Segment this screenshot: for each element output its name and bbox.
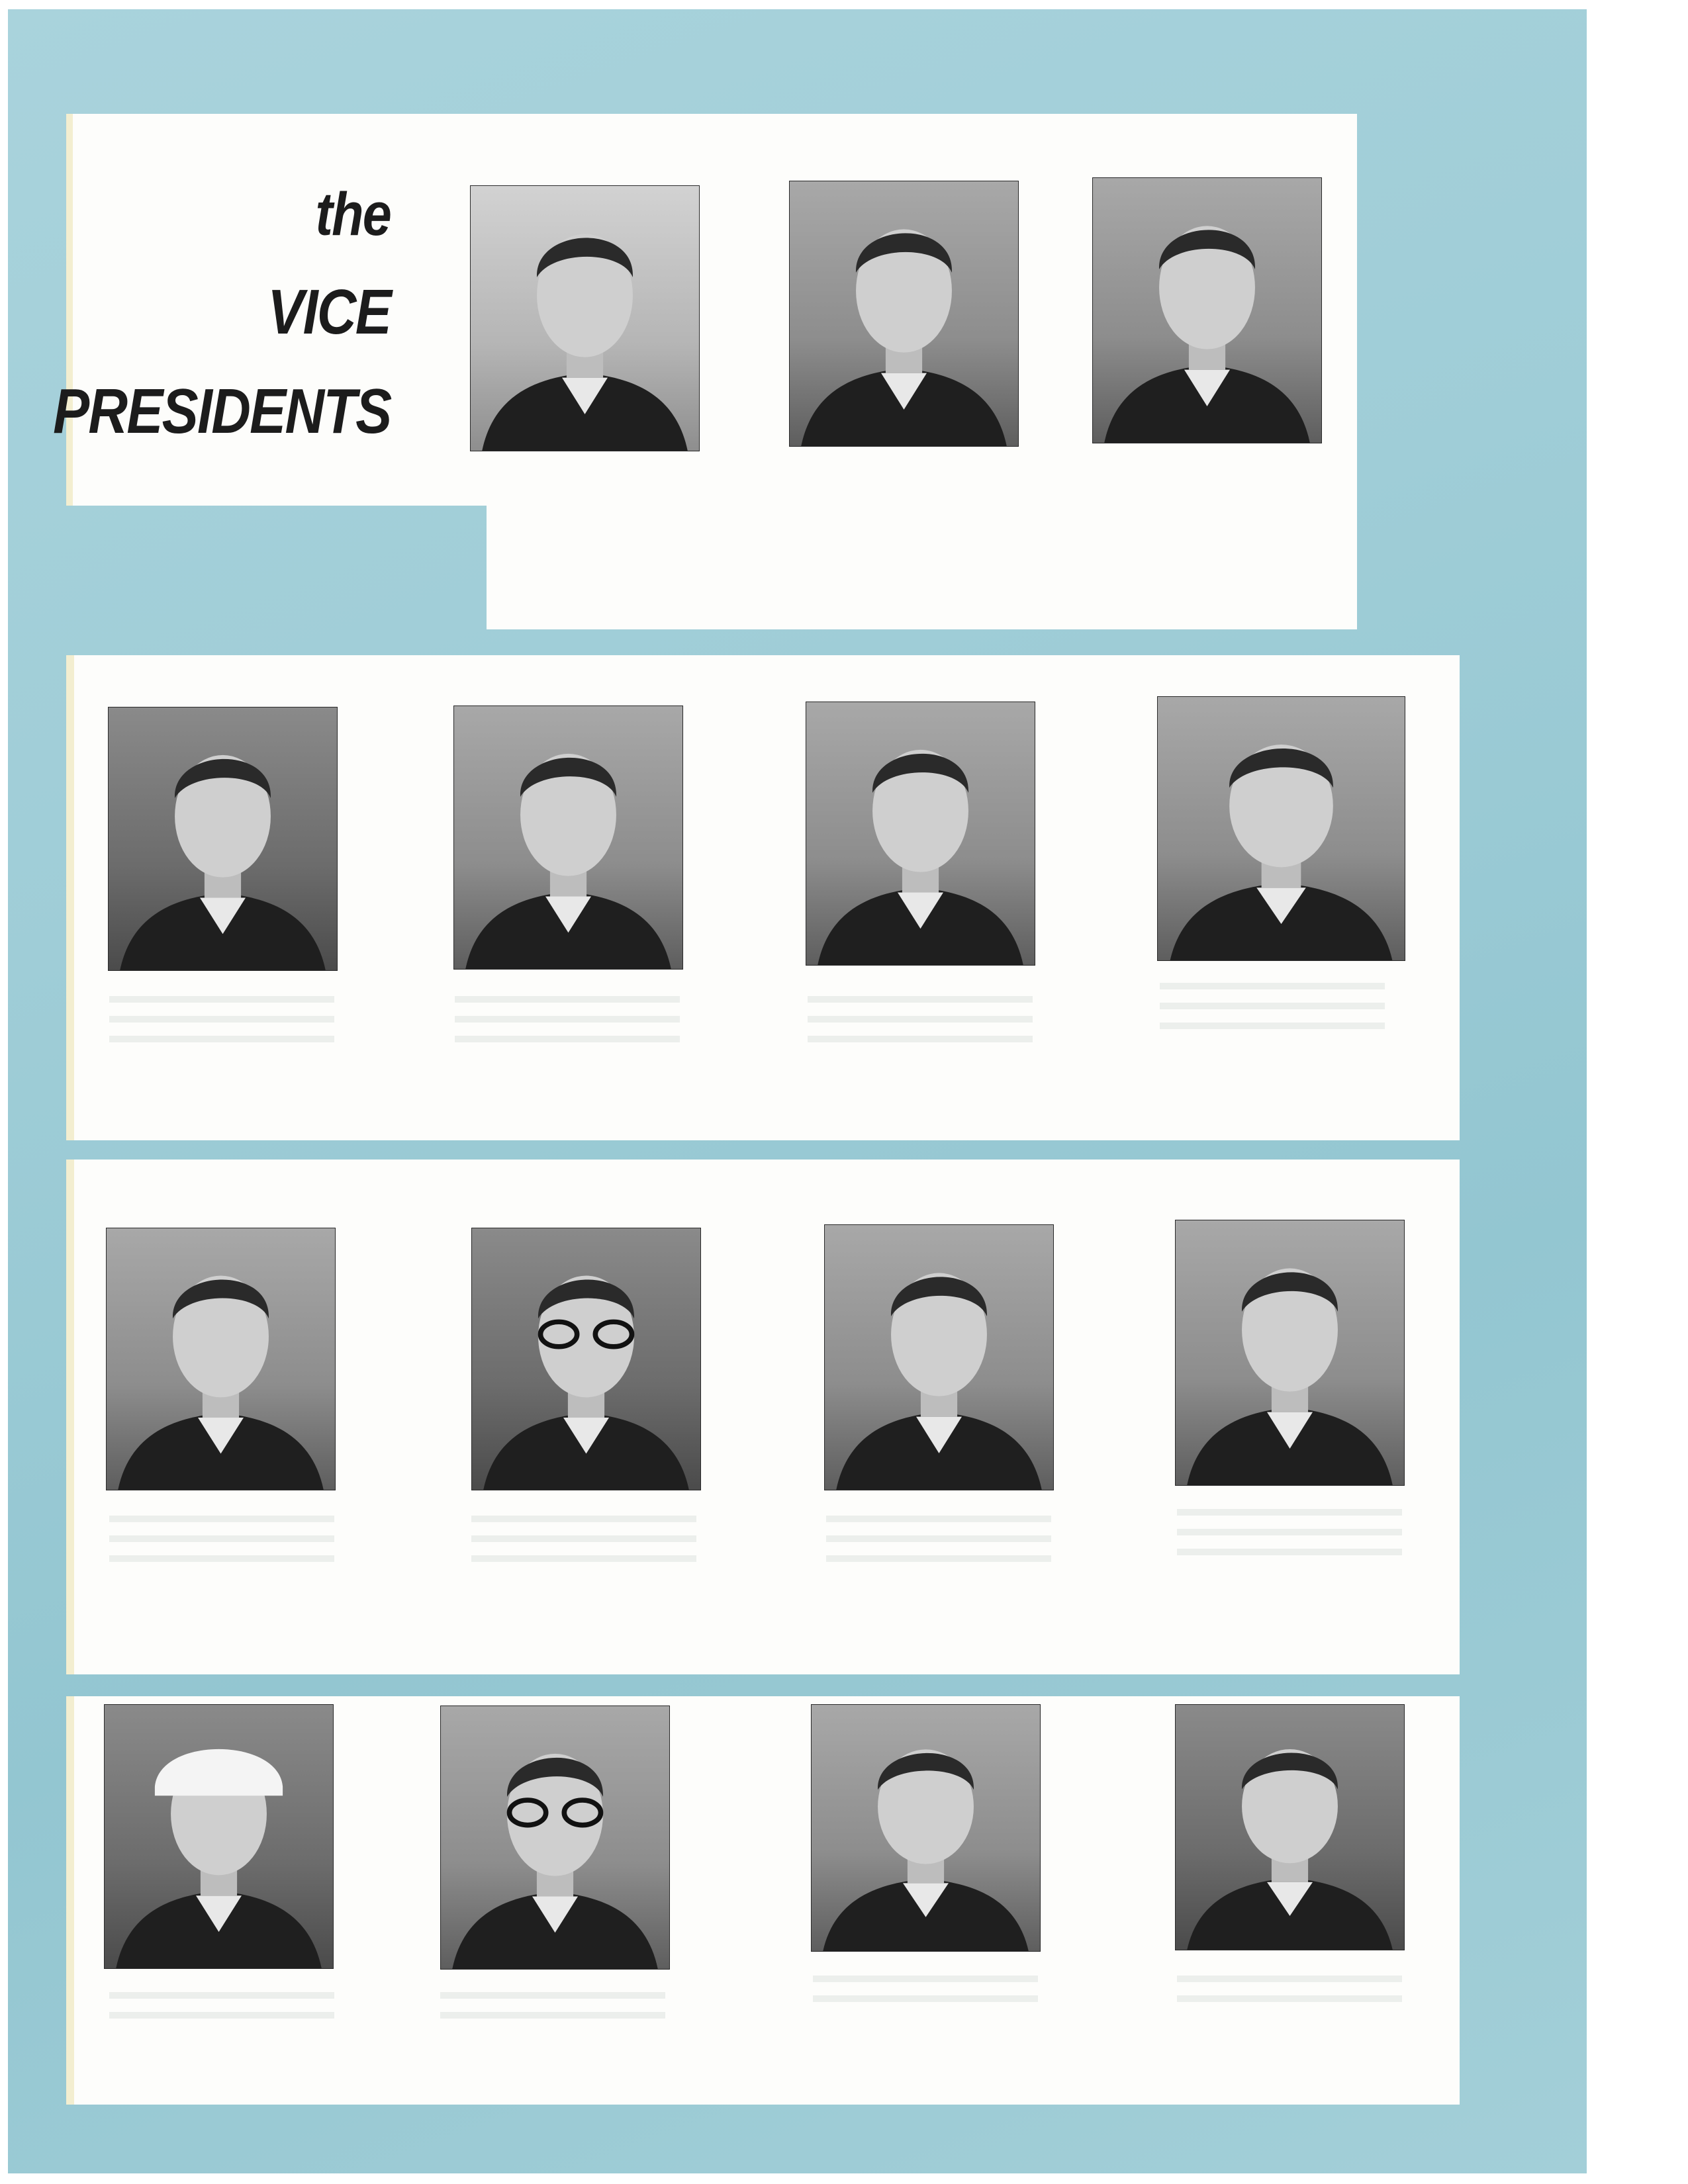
portrait-silhouette [825, 1225, 1053, 1490]
heading-line-presidents: PRESIDENTS [52, 376, 391, 447]
caption-faded [826, 1516, 1051, 1575]
caption-faded [1160, 983, 1385, 1042]
portrait-photo [471, 1228, 701, 1490]
portrait-photo [1175, 1220, 1405, 1486]
panel-edge [66, 1696, 74, 2105]
portrait-silhouette [1176, 1705, 1404, 1950]
caption-faded [1177, 1976, 1402, 2015]
portrait-silhouette [790, 181, 1018, 446]
portrait-photo [811, 1704, 1041, 1952]
portrait-silhouette [472, 1228, 700, 1490]
portrait-silhouette [806, 702, 1035, 965]
portrait-photo [108, 707, 338, 971]
portrait-photo [1092, 177, 1322, 443]
portrait-silhouette [105, 1705, 333, 1968]
caption-faded [471, 1516, 696, 1575]
panel-edge [66, 655, 74, 1140]
caption-faded [109, 1992, 334, 2032]
heading-panel-extension [487, 506, 1357, 629]
caption-faded [813, 1976, 1038, 2015]
portrait-photo [106, 1228, 336, 1490]
portrait-photo [440, 1706, 670, 1970]
caption-faded [440, 1992, 665, 2032]
panel-edge [66, 1160, 74, 1674]
portrait-cap [155, 1749, 283, 1796]
portrait-photo [806, 702, 1035, 966]
portrait-silhouette [1158, 697, 1405, 960]
portrait-silhouette [1176, 1220, 1404, 1485]
caption-faded [455, 996, 680, 1056]
heading-line-vice: VICE [267, 277, 391, 347]
portrait-photo [453, 705, 683, 970]
portrait-silhouette [1093, 178, 1321, 443]
portrait-photo [104, 1704, 334, 1969]
portrait-photo [824, 1224, 1054, 1490]
heading-line-the: the [315, 181, 391, 248]
portrait-photo [1175, 1704, 1405, 1950]
page-heading [52, 114, 391, 458]
caption-faded [109, 1516, 334, 1575]
portrait-photo [789, 181, 1019, 447]
portrait-photo [1157, 696, 1405, 961]
caption-faded [1177, 1509, 1402, 1569]
portrait-silhouette [107, 1228, 335, 1490]
portrait-silhouette [471, 186, 699, 451]
portrait-silhouette [454, 706, 682, 969]
caption-faded [109, 996, 334, 1056]
caption-faded [808, 996, 1033, 1056]
portrait-silhouette [441, 1706, 669, 1969]
portrait-silhouette [812, 1705, 1040, 1951]
portrait-silhouette [109, 707, 337, 970]
portrait-photo [470, 185, 700, 451]
